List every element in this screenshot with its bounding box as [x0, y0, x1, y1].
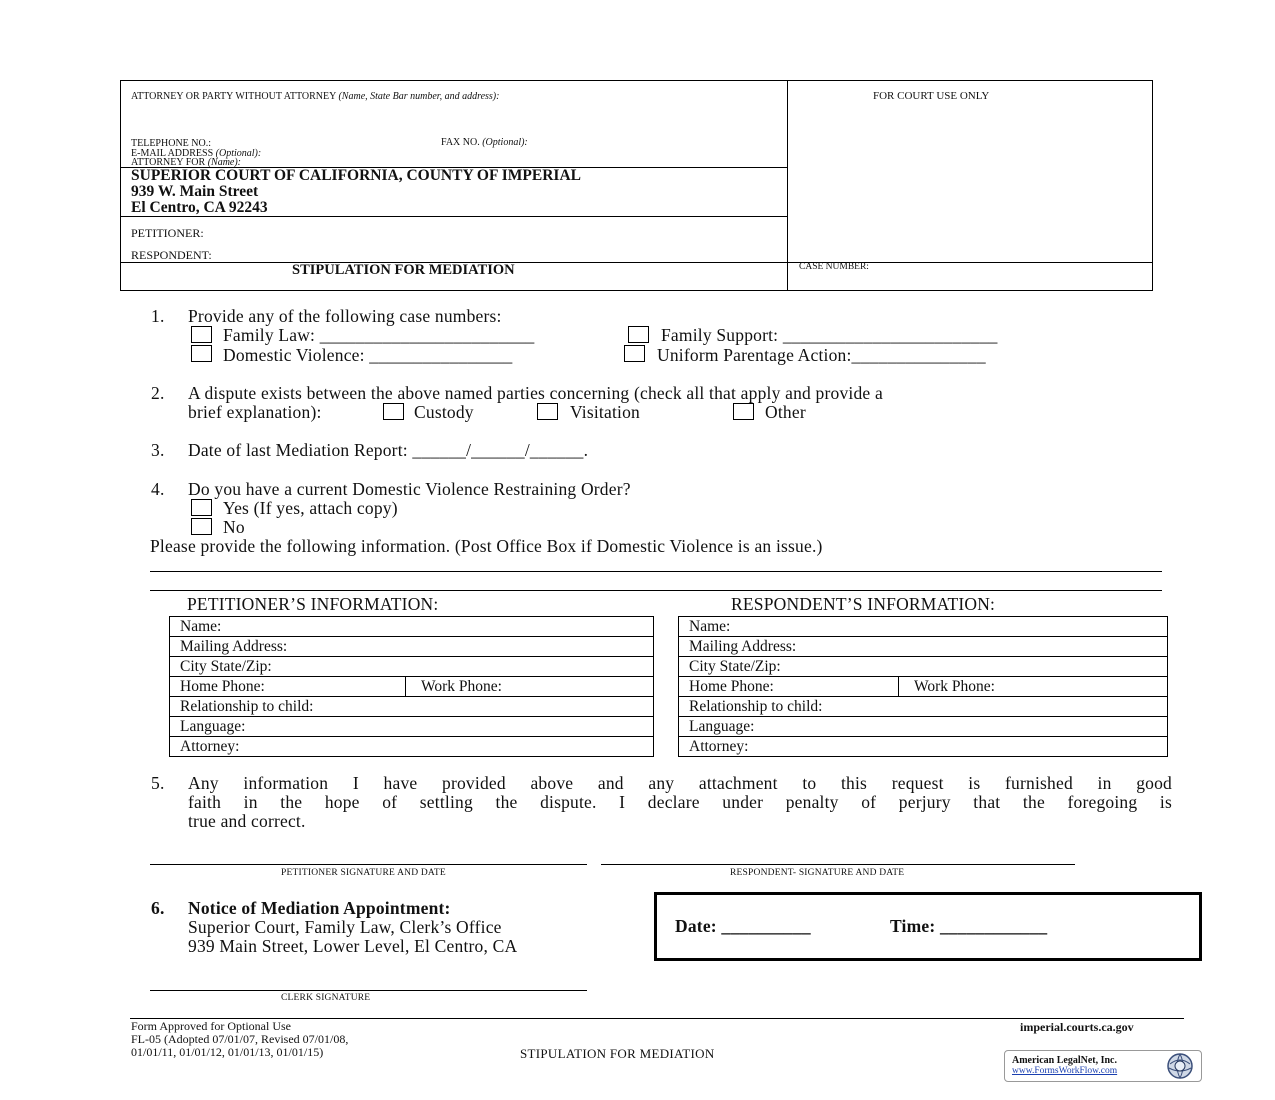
- footer-website[interactable]: imperial.courts.ca.gov: [1020, 1020, 1134, 1034]
- table-row[interactable]: [679, 697, 1168, 717]
- visitation-label: Visitation: [570, 402, 640, 422]
- table-row[interactable]: [679, 717, 1168, 737]
- appointment-date[interactable]: Date: __________: [675, 916, 811, 936]
- resp-language-cell[interactable]: Language:: [679, 717, 1168, 737]
- custody-label: Custody: [414, 402, 474, 422]
- item-2-number: 2.: [151, 383, 165, 403]
- notice-title: Notice of Mediation Appointment:: [188, 898, 451, 918]
- item-2-text-2: brief explanation):: [188, 402, 322, 422]
- pet-city-cell[interactable]: City State/Zip:: [170, 657, 654, 677]
- court-street: 939 W. Main Street: [131, 183, 259, 200]
- declaration-line-1: Any information I have provided above and any attachment to this request is furnished in good: [188, 773, 1172, 793]
- pet-language-cell[interactable]: Language:: [170, 717, 654, 737]
- telephone-label: TELEPHONE NO.:: [131, 138, 211, 149]
- clerk-signature-line[interactable]: [150, 990, 587, 991]
- clerk-signature-label: CLERK SIGNATURE: [281, 993, 371, 1003]
- attorney-label: ATTORNEY OR PARTY WITHOUT ATTORNEY (Name, State Bar number, and address):: [131, 91, 500, 102]
- footer-approved: Form Approved for Optional Use: [131, 1019, 291, 1033]
- case-number-label: CASE NUMBER:: [799, 262, 869, 272]
- caption-rule: [120, 216, 787, 217]
- family-law-checkbox[interactable]: [191, 326, 212, 343]
- table-row[interactable]: [170, 717, 654, 737]
- resp-work-phone-cell[interactable]: Work Phone:: [899, 677, 1168, 697]
- respondent-label: RESPONDENT:: [131, 248, 212, 262]
- petitioner-info-table: [169, 616, 654, 757]
- logo-url[interactable]: www.FormsWorkFlow.com: [1012, 1066, 1118, 1076]
- table-row[interactable]: [170, 737, 654, 757]
- petitioner-label: PETITIONER:: [131, 226, 204, 240]
- email-label: E-MAIL ADDRESS (Optional):: [131, 148, 262, 159]
- footer-adopted: FL-05 (Adopted 07/01/07, Revised 07/01/08,: [131, 1032, 349, 1046]
- no-label: No: [223, 517, 245, 537]
- no-checkbox[interactable]: [191, 518, 212, 535]
- court-use-label: FOR COURT USE ONLY: [873, 90, 990, 102]
- resp-attorney-cell[interactable]: Attorney:: [679, 737, 1168, 757]
- uniform-parentage-label: Uniform Parentage Action:_______________: [657, 345, 986, 365]
- item-3-text: Date of last Mediation Report: ______/______/______.: [188, 440, 589, 460]
- petitioner-signature-line[interactable]: [150, 864, 587, 865]
- table-row[interactable]: [679, 657, 1168, 677]
- item-3-number: 3.: [151, 440, 165, 460]
- fax-label: FAX NO. (Optional):: [441, 137, 528, 148]
- table-row[interactable]: [679, 617, 1168, 637]
- explanation-line-2[interactable]: [150, 590, 1162, 591]
- footer-revisions: 01/01/11, 01/01/12, 01/01/13, 01/01/15): [131, 1045, 324, 1059]
- item-4-text: Do you have a current Domestic Violence Restraining Order?: [188, 479, 631, 499]
- provide-info-text: Please provide the following information. (Post Office Box if Domestic Violence is an issue.): [150, 536, 823, 556]
- table-row[interactable]: [679, 637, 1168, 657]
- family-law-label: Family Law: ________________________: [223, 325, 535, 345]
- table-row[interactable]: [170, 617, 654, 637]
- table-row[interactable]: [170, 697, 654, 717]
- visitation-checkbox[interactable]: [537, 403, 558, 420]
- other-label: Other: [765, 402, 806, 422]
- caption-rule: [120, 262, 1153, 263]
- petitioner-signature-label: PETITIONER SIGNATURE AND DATE: [281, 868, 446, 878]
- footer-title: STIPULATION FOR MEDIATION: [520, 1046, 715, 1061]
- pet-mailing-cell[interactable]: Mailing Address:: [170, 637, 654, 657]
- pet-name-cell[interactable]: Name:: [170, 617, 654, 637]
- item-1-text: Provide any of the following case numbers:: [188, 306, 502, 326]
- notice-line-1: Superior Court, Family Law, Clerk’s Office: [188, 917, 502, 937]
- notice-line-2: 939 Main Street, Lower Level, El Centro, CA: [188, 936, 518, 956]
- domestic-violence-label: Domestic Violence: ________________: [223, 345, 513, 365]
- table-row[interactable]: [679, 677, 1168, 697]
- resp-name-cell[interactable]: Name:: [679, 617, 1168, 637]
- caption-divider: [787, 80, 788, 291]
- resp-relationship-cell[interactable]: Relationship to child:: [679, 697, 1168, 717]
- item-5-number: 5.: [151, 773, 165, 793]
- court-name: SUPERIOR COURT OF CALIFORNIA, COUNTY OF IMPERIAL: [131, 167, 581, 184]
- item-2-text: A dispute exists between the above named parties concerning (check all that apply and provide a: [188, 383, 883, 403]
- family-support-checkbox[interactable]: [628, 326, 649, 343]
- attorney-for-label: ATTORNEY FOR (Name):: [131, 157, 242, 168]
- table-row[interactable]: [679, 737, 1168, 757]
- item-6-number: 6.: [151, 898, 165, 918]
- resp-city-cell[interactable]: City State/Zip:: [679, 657, 1168, 677]
- petitioner-info-title: PETITIONER’S INFORMATION:: [187, 594, 439, 614]
- family-support-label: Family Support: ________________________: [661, 325, 998, 345]
- table-row[interactable]: [170, 657, 654, 677]
- court-city: El Centro, CA 92243: [131, 199, 268, 216]
- footer-left: [131, 1020, 348, 1059]
- respondent-info-title: RESPONDENT’S INFORMATION:: [731, 594, 996, 614]
- uniform-parentage-checkbox[interactable]: [624, 345, 645, 362]
- respondent-signature-line[interactable]: [601, 864, 1075, 865]
- logo-name: American LegalNet, Inc.: [1012, 1055, 1117, 1066]
- pet-home-phone-cell[interactable]: Home Phone:: [170, 677, 406, 697]
- resp-mailing-cell[interactable]: Mailing Address:: [679, 637, 1168, 657]
- respondent-signature-label: RESPONDENT- SIGNATURE AND DATE: [730, 868, 905, 878]
- other-checkbox[interactable]: [733, 403, 754, 420]
- declaration-line-2: faith in the hope of settling the dispute. I declare under penalty of perjury that the foregoing is: [188, 792, 1172, 812]
- pet-attorney-cell[interactable]: Attorney:: [170, 737, 654, 757]
- custody-checkbox[interactable]: [383, 403, 404, 420]
- domestic-violence-checkbox[interactable]: [191, 345, 212, 362]
- explanation-line-1[interactable]: [150, 571, 1162, 572]
- court-address: [131, 168, 581, 216]
- pet-work-phone-cell[interactable]: Work Phone:: [406, 677, 654, 697]
- item-4-number: 4.: [151, 479, 165, 499]
- yes-label: Yes (If yes, attach copy): [223, 498, 398, 518]
- item-1-number: 1.: [151, 306, 165, 326]
- table-row[interactable]: [170, 677, 654, 697]
- declaration-line-3: true and correct.: [188, 811, 306, 831]
- table-row[interactable]: [170, 637, 654, 657]
- resp-home-phone-cell[interactable]: Home Phone:: [679, 677, 899, 697]
- appointment-time[interactable]: Time: ____________: [890, 916, 1048, 936]
- respondent-info-table: [678, 616, 1168, 757]
- form-title: STIPULATION FOR MEDIATION: [292, 262, 515, 278]
- yes-checkbox[interactable]: [191, 499, 212, 516]
- american-legalnet-logo[interactable]: [1004, 1050, 1202, 1082]
- globe-icon: [1165, 1052, 1195, 1080]
- pet-relationship-cell[interactable]: Relationship to child:: [170, 697, 654, 717]
